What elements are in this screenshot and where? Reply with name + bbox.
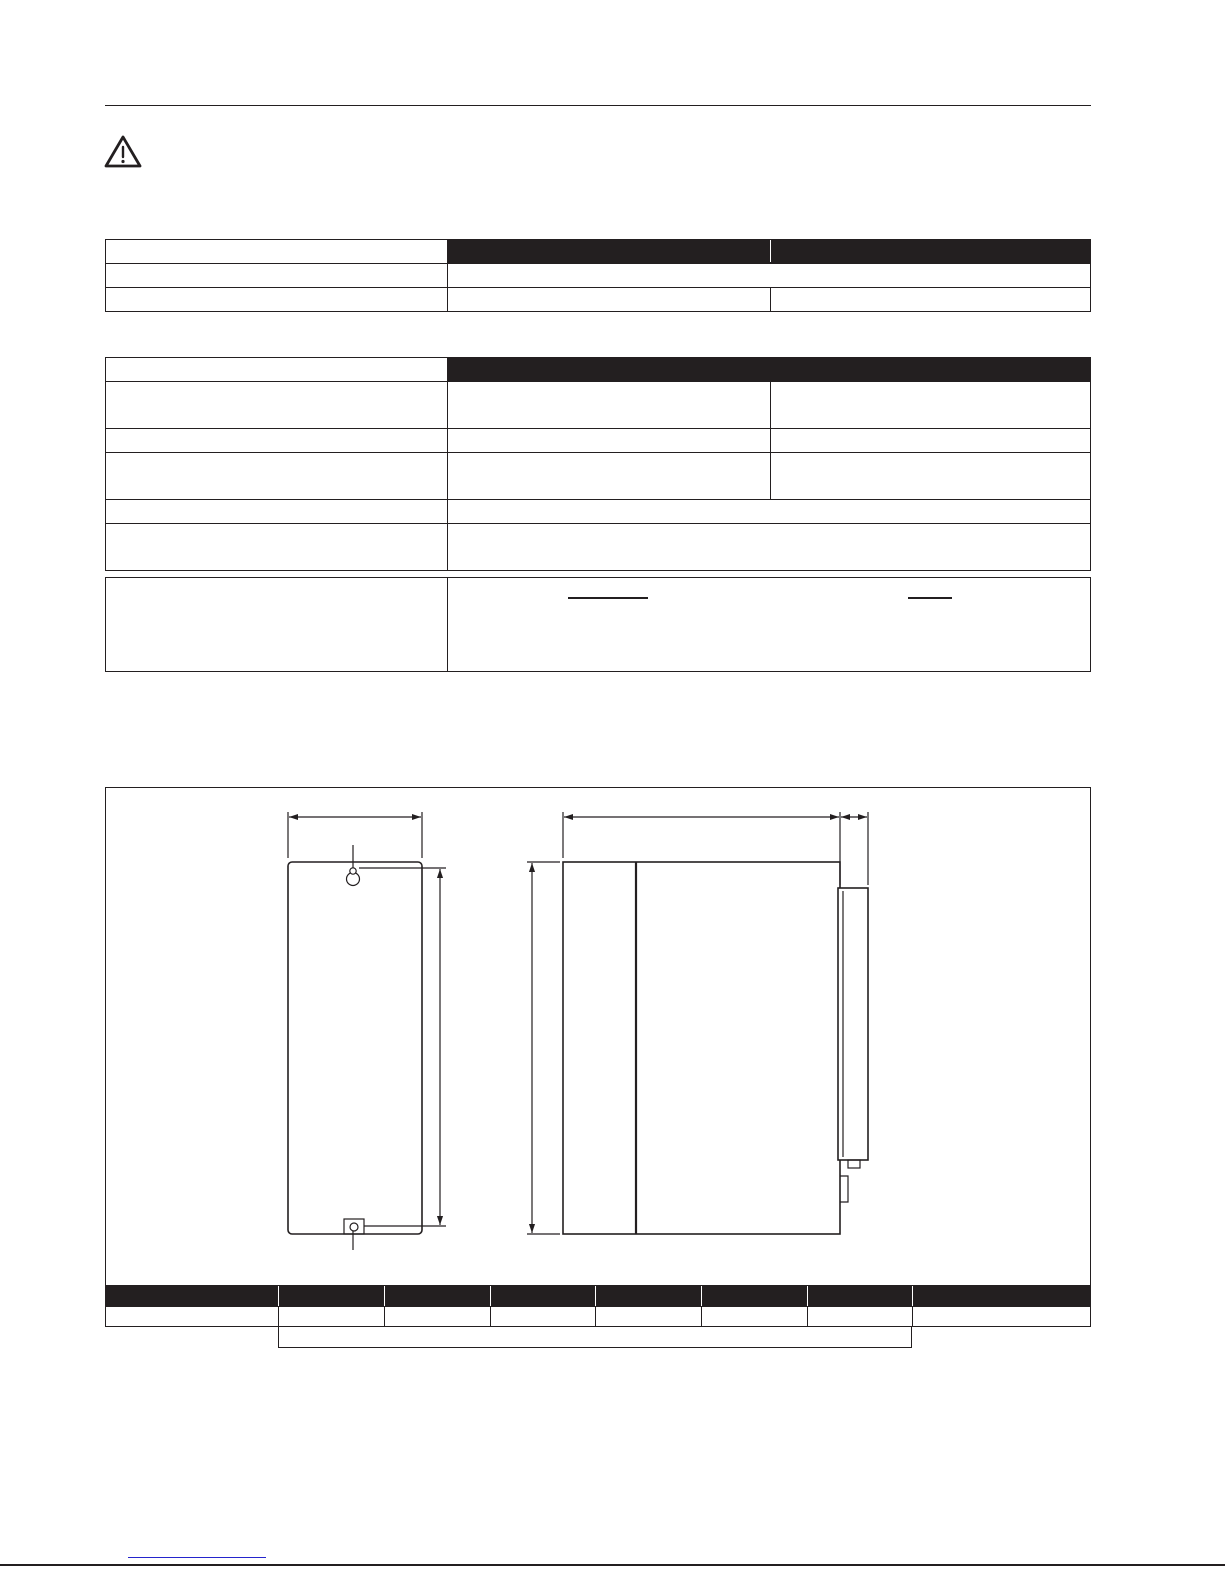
front-view-body xyxy=(288,862,422,1234)
table2-row-label-cell xyxy=(105,499,448,524)
dimension-table-header-cell xyxy=(807,1285,913,1307)
table2-row-label-cell xyxy=(105,452,448,500)
dimension-table-header-cell xyxy=(278,1285,385,1307)
table1-row-label-cell xyxy=(105,263,448,288)
table1-header-cell xyxy=(447,239,771,264)
table3-content-cell xyxy=(447,577,1091,672)
dimension-table-bracket-left xyxy=(278,1326,279,1348)
dimension-table-header-divider xyxy=(384,1286,385,1306)
dimension-table-cell xyxy=(595,1306,702,1327)
dimension-table-bracket-bottom xyxy=(278,1347,912,1348)
dimension-table-header-divider xyxy=(807,1286,808,1306)
side-view-body xyxy=(563,862,840,1234)
table1-header-label-cell xyxy=(105,239,448,264)
dimension-table-header-cell xyxy=(490,1285,596,1307)
dimension-table-header-cell xyxy=(701,1285,808,1307)
dimension-table-header-divider xyxy=(490,1286,491,1306)
footer-link-underline[interactable] xyxy=(128,1557,266,1558)
dimension-drawing xyxy=(105,787,1091,1285)
dimension-table-header-divider xyxy=(912,1286,913,1306)
table2-row-label-cell xyxy=(105,428,448,453)
table2-cell xyxy=(447,428,771,453)
table2-cell xyxy=(770,452,1091,500)
dimension-table-header-cell xyxy=(595,1285,702,1307)
table1-header-cell xyxy=(770,239,1091,264)
table2-merged-cell xyxy=(447,499,1091,524)
warning-icon xyxy=(103,134,143,170)
side-view xyxy=(527,812,868,1234)
terminal-block-tab xyxy=(848,1160,860,1168)
side-view-flange xyxy=(840,1176,848,1202)
header-rule xyxy=(105,105,1091,106)
dimension-table-header-divider xyxy=(278,1286,279,1306)
dimension-table-header-divider xyxy=(595,1286,596,1306)
dimension-table-cell xyxy=(912,1306,1091,1327)
table2-cell xyxy=(770,428,1091,453)
dimension-table-header-cell xyxy=(384,1285,491,1307)
table1-cell xyxy=(447,287,771,312)
bottom-mount-hole xyxy=(350,1223,358,1231)
footer-rule xyxy=(0,1564,1225,1566)
dimension-table-header-cell xyxy=(912,1285,1091,1307)
dimension-table-header-divider xyxy=(701,1286,702,1306)
table3-underline-mark xyxy=(908,597,952,599)
dimension-table-cell xyxy=(490,1306,596,1327)
table2-cell xyxy=(770,381,1091,429)
table2-row-label-cell xyxy=(105,381,448,429)
table1-header-divider xyxy=(770,240,771,262)
dimension-table-header-cell xyxy=(105,1285,279,1307)
table2-cell xyxy=(447,452,771,500)
table1-row-label-cell xyxy=(105,287,448,312)
dimension-table-cell xyxy=(807,1306,913,1327)
keyhole-mount-neck xyxy=(350,868,356,874)
table2-header-cell xyxy=(770,357,1091,382)
dimension-table-cell xyxy=(701,1306,808,1327)
dimension-table-cell xyxy=(278,1306,385,1327)
table1-cell xyxy=(770,287,1091,312)
table3-row-label-cell xyxy=(105,577,448,672)
warning-exclamation-dot xyxy=(121,160,124,163)
dimension-table-cell xyxy=(105,1306,279,1327)
table2-row-label-cell xyxy=(105,523,448,571)
table2-header-label-cell xyxy=(105,357,448,382)
table2-header-cell xyxy=(447,357,771,382)
table2-cell xyxy=(447,381,771,429)
dimension-table-cell xyxy=(384,1306,491,1327)
table3-underline-mark xyxy=(568,597,648,599)
bottom-mount-slot xyxy=(344,1219,364,1234)
table1-merged-cell xyxy=(447,263,1091,288)
table2-merged-cell xyxy=(447,523,1091,571)
front-view xyxy=(288,812,446,1250)
dimension-table-bracket-right xyxy=(911,1326,912,1348)
